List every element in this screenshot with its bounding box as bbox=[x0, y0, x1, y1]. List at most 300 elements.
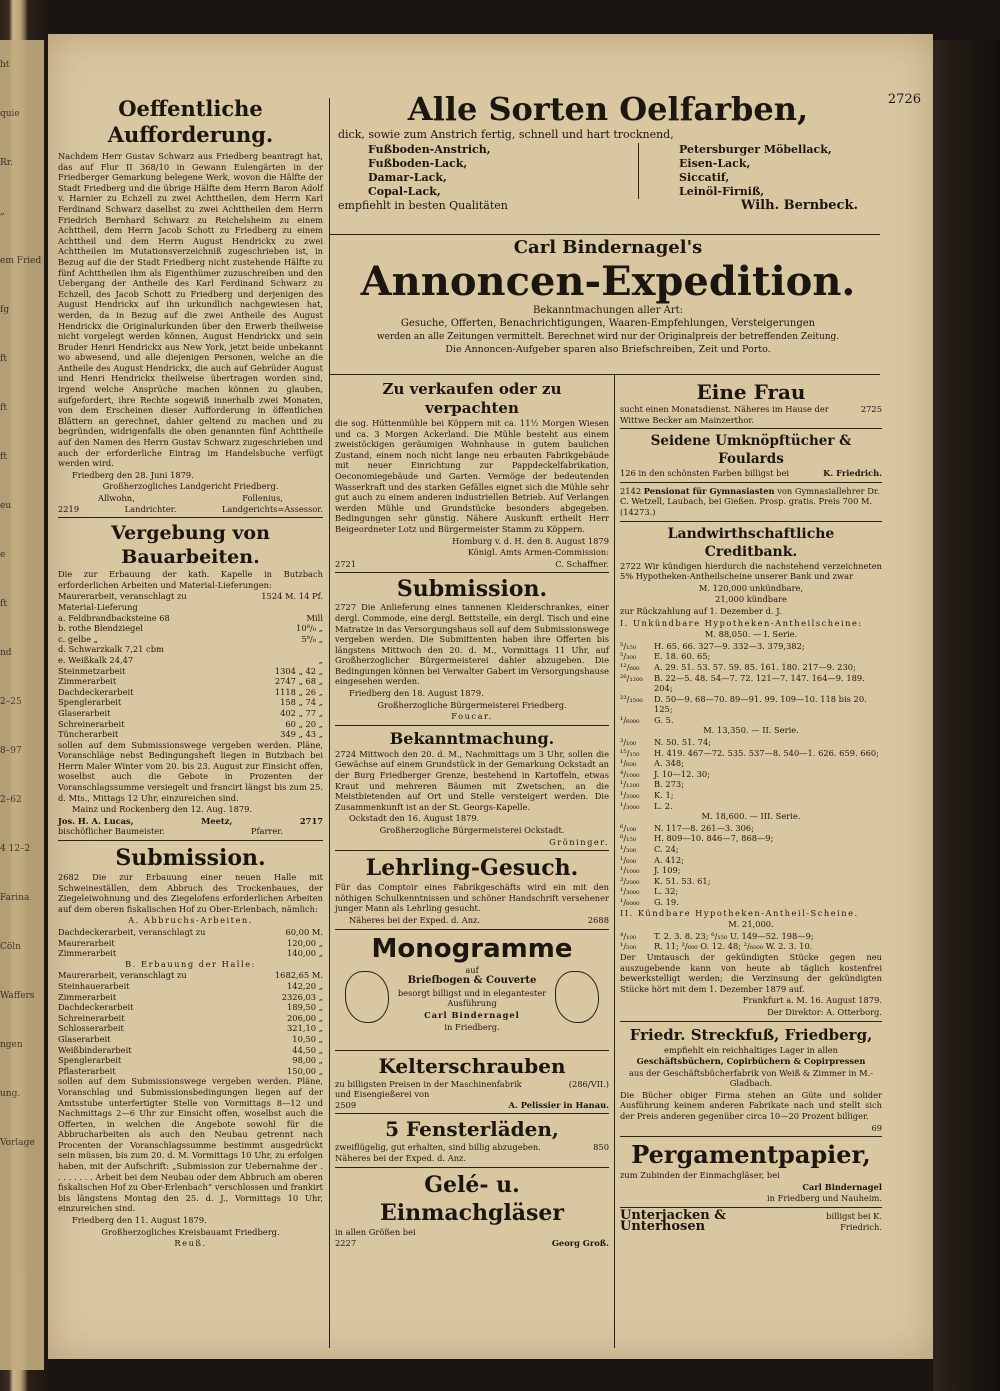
row-value: 1682,65 M. bbox=[274, 970, 323, 981]
row-label: ¹/₆₀₀ bbox=[620, 758, 637, 769]
list-row bbox=[58, 676, 323, 687]
row-label: Steinhauerarbeit bbox=[58, 980, 130, 991]
strip-fragment: „ bbox=[0, 207, 5, 217]
row-label: Schlosserarbeit bbox=[58, 1023, 124, 1034]
row-label: Zimmerarbeit bbox=[58, 676, 117, 687]
row-value: A. 29. 51. 53. 57. 59. 85. 161. 180. 217—9. 230; bbox=[654, 661, 856, 672]
row-value: R. 11; ²/₆₀₀ O. 12. 48; ²/₆₀₀₀ W. 2. 3. 10. bbox=[654, 941, 813, 952]
section-rule bbox=[330, 234, 880, 235]
strip-fragment: 4 12–2 bbox=[0, 844, 31, 854]
annoncen-ad bbox=[338, 237, 878, 357]
oelfarben-ad bbox=[338, 90, 878, 213]
row-label: ¹/₆₀₀ bbox=[620, 854, 637, 865]
list-row bbox=[58, 591, 323, 602]
submission-left-b-title: B. Erbauung der Halle: bbox=[125, 958, 256, 969]
oeffentliche-role2: Landgerichts=Assessor. bbox=[221, 503, 323, 514]
list-row bbox=[58, 1066, 323, 1077]
oelfarben-title: Alle Sorten Oelfarben, bbox=[407, 90, 809, 128]
list-row bbox=[620, 855, 882, 866]
frau-body: sucht einen Monatsdienst. Näheres im Hause der Wittwe Becker am Mainzerthor. bbox=[620, 404, 829, 425]
list-row bbox=[620, 823, 882, 834]
monogramme-body: besorgt billigst und in elegantester Ausführung bbox=[397, 987, 547, 1009]
list-row bbox=[58, 1023, 323, 1034]
credit-due: zur Rückzahlung auf 1. Dezember d. J. bbox=[620, 605, 782, 616]
strip-fragment: ft bbox=[0, 599, 7, 609]
row-value: 142,20 „ bbox=[287, 980, 323, 991]
row-value: L. 2. bbox=[654, 800, 673, 811]
row-value: 2747 „ 68 „ bbox=[274, 676, 323, 687]
list-item: Siccatif, bbox=[679, 171, 730, 184]
row-label: ¹/₃₀₀₀ bbox=[620, 800, 640, 811]
row-value: L. 32; bbox=[654, 886, 679, 897]
list-row bbox=[620, 715, 882, 726]
lehrling-num: 2688 bbox=[587, 914, 609, 925]
row-label: Glaserarbeit bbox=[58, 707, 111, 718]
umknoepf-body: in den schönsten Farben billigst bei bbox=[638, 468, 790, 479]
list-row bbox=[58, 938, 323, 949]
strip-fragment: nd bbox=[0, 648, 12, 658]
strip-fragment: Vorlage bbox=[0, 1138, 35, 1148]
pensionat-body: von Gymnasiallehrer Dr. C. Wetzell, Laubach, bei Gießen. Prosp. gratis. Preis 700 M. bbox=[620, 485, 880, 507]
list-row bbox=[58, 602, 323, 613]
credit-series-1 bbox=[620, 641, 882, 726]
credit-s1-title: I. Unkündbare Hypotheken-Antheilscheine: bbox=[620, 617, 863, 628]
credit-s1-sum: M. 88,050. — I. Serie. bbox=[704, 629, 798, 640]
unterjacken-body: billigst bei K. Friedrich. bbox=[826, 1211, 882, 1232]
list-row bbox=[620, 673, 882, 694]
row-value: B. 273; bbox=[654, 779, 685, 790]
vergebung-intro: Die zur Erbauung der kath. Kapelle in Butzbach erforderlichen Arbeiten und Material-Lieferungen: bbox=[58, 569, 323, 590]
pensionat-title: Pensionat für Gymnasiasten bbox=[643, 485, 775, 496]
list-row bbox=[620, 886, 882, 897]
row-label: ¹/₁₂₀₀ bbox=[620, 779, 640, 790]
section-rule bbox=[330, 374, 880, 375]
submission-mid-date: Friedberg den 18. August 1879. bbox=[349, 688, 484, 699]
previous-page-strip bbox=[0, 40, 44, 1370]
row-value: N. 117—8. 261—3. 306; bbox=[654, 822, 755, 833]
bekannt-date: Ockstadt den 16. August 1879. bbox=[349, 813, 480, 824]
row-label: ⁴/₁₀₀₀ bbox=[620, 768, 640, 779]
strip-fragment: ft bbox=[0, 452, 7, 462]
row-label: c. gelbe „ bbox=[58, 633, 98, 644]
credit-series-2 bbox=[620, 737, 882, 811]
row-value: 349 „ 43 „ bbox=[280, 729, 323, 740]
list-row bbox=[58, 1045, 323, 1056]
credit-num: 2722 bbox=[620, 560, 642, 571]
vergebung-sig2: Meetz, bbox=[201, 815, 233, 826]
list-row bbox=[620, 801, 882, 812]
pergament-place: in Friedberg und Nauheim. bbox=[767, 1193, 882, 1204]
monogramme-auf: auf bbox=[465, 964, 479, 975]
annoncen-l4: Die Annoncen-Aufgeber sparen also Briefschreiben, Zeit und Porto. bbox=[445, 344, 771, 355]
strip-fragment: e bbox=[0, 550, 6, 560]
row-value: 1304 „ 42 „ bbox=[274, 665, 323, 676]
monogramme-firm: Carl Bindernagel bbox=[424, 1009, 520, 1020]
strip-fragment: quie bbox=[0, 109, 20, 119]
verkaufen-date: Homburg v. d. H. den 8. August 1879 bbox=[452, 535, 609, 546]
oeffentliche-sig1: Allwohn, bbox=[98, 493, 135, 503]
row-label: e. Weißkalk 24,47 bbox=[58, 654, 134, 665]
row-value: C. 24; bbox=[654, 844, 679, 854]
list-row bbox=[58, 927, 323, 938]
row-label: ¹⁵/₁₅₀ bbox=[620, 747, 640, 758]
strip-fragment: eu bbox=[0, 501, 12, 511]
strip-fragment: ht bbox=[0, 60, 10, 70]
oelfarben-right-list bbox=[638, 143, 832, 199]
kelter-code: (286/VII.) bbox=[568, 1078, 609, 1089]
vergebung-title: Vergebung von Bauarbeiten. bbox=[111, 522, 270, 569]
bekannt-num: 2724 bbox=[335, 748, 357, 759]
left-column bbox=[58, 96, 323, 1250]
monogramme-place: in Friedberg. bbox=[444, 1021, 500, 1032]
vergebung-num: 2717 bbox=[299, 815, 323, 826]
oelfarben-seller: Wilh. Bernbeck. bbox=[740, 198, 858, 213]
row-value: 44,50 „ bbox=[292, 1044, 323, 1055]
fenster-title: 5 Fensterläden, bbox=[385, 1117, 559, 1142]
streckfuss-l2: Geschäftsbüchern, Copirbüchern & Copirpressen bbox=[636, 1056, 866, 1067]
streckfuss-l3: aus der Geschäftsbücherfabrik von Weiß & Zimmer in M.-Gladbach. bbox=[628, 1067, 874, 1089]
submission-left-office: Großherzogliches Kreisbauamt Friedberg. bbox=[101, 1226, 280, 1237]
annoncen-l2: Gesuche, Offerten, Benachrichtigungen, Waaren-Empfehlungen, Versteigerungen bbox=[400, 318, 816, 329]
row-label: a. Feldbrandbacksteine 68 bbox=[58, 612, 170, 623]
list-row bbox=[620, 662, 882, 673]
vergebung-items bbox=[58, 591, 323, 739]
lehrling-body: Für das Comptoir eines Fabrikgeschäfts wird ein mit den nöthigen Schulkenntnissen und schöner Handschrift versehener junger Mann als Lehrling gesucht. bbox=[335, 882, 609, 914]
kelter-firm: A. Pelissier in Hanau. bbox=[508, 1099, 609, 1110]
row-value: G. 19. bbox=[654, 896, 679, 907]
submission-left-sig: Reuß. bbox=[174, 1238, 207, 1249]
row-value: 5⁸/₀ „ bbox=[301, 633, 323, 644]
umknoepf-num: 126 bbox=[620, 468, 636, 479]
row-value: 321,10 „ bbox=[287, 1023, 323, 1034]
kelter-title: Kelterschrauben bbox=[378, 1053, 566, 1078]
list-item: Damar-Lack, bbox=[368, 171, 447, 184]
list-item: Petersburger Möbellack, bbox=[679, 143, 832, 156]
row-label: ⁵/₁₅₀ bbox=[620, 640, 637, 651]
frau-num: 2725 bbox=[860, 404, 882, 414]
list-row bbox=[58, 1034, 323, 1045]
row-label: Glaserarbeit bbox=[58, 1033, 111, 1044]
row-value: J. 10—12. 30; bbox=[654, 768, 710, 779]
list-row bbox=[620, 779, 882, 790]
list-row bbox=[58, 719, 323, 730]
monogramme-items: Briefbogen & Couverte bbox=[407, 975, 537, 987]
row-label: ¹/₂₀₀₀ bbox=[620, 790, 640, 801]
credit-sum1: M. 120,000 unkündbare, bbox=[698, 582, 804, 593]
list-item: Fußboden-Anstrich, bbox=[368, 143, 491, 156]
pergament-firm: Carl Bindernagel bbox=[802, 1181, 882, 1192]
list-row bbox=[620, 737, 882, 748]
strip-fragment: ft bbox=[0, 354, 7, 364]
pensionat-code: (14273.) bbox=[620, 506, 656, 517]
row-label: Tüncherarbeit bbox=[58, 729, 119, 740]
list-row bbox=[620, 931, 882, 942]
kelter-num: 2509 bbox=[335, 1099, 357, 1110]
verkaufen-title: Zu verkaufen oder zu verpachten bbox=[382, 380, 562, 417]
oeffentliche-sig2: Follenius, bbox=[242, 493, 283, 503]
oeffentliche-role1: Landrichter. bbox=[124, 503, 177, 514]
submission-left-date: Friedberg den 11. August 1879. bbox=[72, 1215, 207, 1226]
row-label: Schreinerarbeit bbox=[58, 718, 125, 729]
annoncen-l1: Bekanntmachungen aller Art: bbox=[532, 305, 684, 316]
list-item: Eisen-Lack, bbox=[679, 157, 751, 170]
list-row bbox=[620, 876, 882, 887]
row-label: ¹/₆₀₀₀ bbox=[620, 896, 640, 907]
row-value: E. 18. 60. 65; bbox=[654, 651, 711, 662]
row-label: ⁶/₁₅₀ bbox=[620, 833, 637, 844]
list-row bbox=[58, 613, 323, 624]
submission-mid-title: Submission. bbox=[396, 576, 548, 603]
row-value: D. 50—9. 68—70. 89—91. 99. 109—10. 118 bis 20. 125; bbox=[654, 693, 867, 715]
umknoepf-title: Seidene Umknöpftücher & Foulards bbox=[650, 433, 852, 468]
list-item: Copal-Lack, bbox=[368, 185, 441, 198]
lehrling-title: Lehrling-Gesuch. bbox=[365, 855, 579, 882]
strip-fragment: fg bbox=[0, 305, 10, 315]
pergament-l1: zum Zubinden der Einmachgläser, bei bbox=[620, 1170, 780, 1181]
strip-fragment: ngen bbox=[0, 1040, 23, 1050]
unterjacken-title: Unterjacken & Unterhosen bbox=[620, 1208, 726, 1234]
row-value: 140,00 „ bbox=[287, 948, 323, 959]
glaeser-body: in allen Größen bei bbox=[335, 1226, 416, 1237]
row-label: ¹/₆₀₀₀ bbox=[620, 714, 640, 725]
row-value: T. 2. 3. 8. 23; ⁶/₁₅₀ U. 149—52. 198—9; bbox=[654, 930, 814, 941]
list-row bbox=[58, 981, 323, 992]
annoncen-title: Annoncen-Expedition. bbox=[360, 258, 856, 305]
book-edge bbox=[933, 40, 1000, 1391]
list-row bbox=[58, 666, 323, 677]
row-value: 1524 M. 14 Pf. bbox=[261, 591, 323, 602]
row-label: ¹/₅₀₀ bbox=[620, 941, 637, 952]
row-value: 150,00 „ bbox=[287, 1065, 323, 1076]
row-value: 1118 „ 26 „ bbox=[274, 686, 323, 697]
row-value: 2326,03 „ bbox=[281, 991, 323, 1002]
row-value: 402 „ 77 „ bbox=[280, 707, 323, 718]
row-label: ⁶/₁₀₀ bbox=[620, 822, 637, 833]
strip-fragment: Waffers bbox=[0, 991, 35, 1001]
submission-left-num: 2682 bbox=[58, 872, 80, 883]
list-row bbox=[58, 655, 323, 666]
strip-fragment: Cöln bbox=[0, 942, 21, 952]
row-value: N. 50. 51. 74; bbox=[654, 737, 712, 748]
list-row bbox=[620, 641, 882, 652]
annoncen-l3: werden an alle Zeitungen vermittelt. Berechnet wird nur der Originalpreis der betreffenden Zeitung. bbox=[376, 332, 840, 342]
list-row bbox=[58, 634, 323, 645]
row-label: Steinmetzarbeit bbox=[58, 665, 126, 676]
submission-left-a-items bbox=[58, 927, 323, 959]
row-value: 120,00 „ bbox=[287, 937, 323, 948]
verkaufen-office: Königl. Amts Armen-Commission: bbox=[467, 547, 609, 558]
list-row bbox=[620, 865, 882, 876]
credit-s2-sum: M. 13,350. — II. Serie. bbox=[703, 725, 799, 736]
monogram-ornament-right bbox=[555, 971, 599, 1023]
list-row bbox=[58, 992, 323, 1003]
row-label: ¹/₃₀₀ bbox=[620, 844, 637, 854]
verkaufen-num: 2721 bbox=[335, 558, 357, 569]
list-row bbox=[620, 758, 882, 769]
row-label: Maurerarbeit, veranschlagt zu bbox=[58, 970, 187, 981]
row-value: „ bbox=[318, 654, 323, 665]
strip-fragment: 8–97 bbox=[0, 746, 22, 756]
submission-mid-num: 2727 bbox=[335, 602, 357, 613]
row-label: Material-Lieferung bbox=[58, 601, 138, 612]
vergebung-sig1: Jos. H. A. Lucas, bbox=[58, 815, 134, 826]
submission-mid-body: Die Anlieferung eines tannenen Kleiderschrankes, einer dergl. Commode, eine dergl. Bettstelle, ein dergl. Tisch und eine Matratze in das Versorgungshaus soll auf dem Submissionswege vergeben werden. Die Submittenten haben ihre Offerten bis längstens Mittwoch den 20. d. M., Vormittags 11 Uhr, auf Großherzoglicher Bürgermeisterei dahier abzugeben. Die Bedingungen können bei Verwalter Gabert im Versorgungshause eingesehen werden. bbox=[335, 602, 609, 687]
strip-fragment: 2–62 bbox=[0, 795, 22, 805]
strip-fragment: ung. bbox=[0, 1089, 21, 1099]
submission-left-b-items bbox=[58, 970, 323, 1076]
monogramme-title: Monogramme bbox=[371, 933, 573, 964]
row-value: A. 348; bbox=[654, 758, 684, 769]
streckfuss-body: Die Bücher obiger Firma stehen an Güte und solider Ausführung keinem anderen Fabrikate nach und stellt sich der Preis anderen gegenüber circa 10—20 Prozent billiger. bbox=[620, 1089, 882, 1122]
submission-left-intro: Die zur Erbauung einer neuen Halle mit Schweineställen, dem Abbruch des Trockenbaues, der Ziegeleiwohnung und des Ziegelofens erforderlichen Arbeiten auf dem oberen fiskalischen Hof zu Ober-Erlenbach, nämlich: bbox=[58, 872, 324, 914]
vergebung-role2: Pfarrer. bbox=[250, 826, 283, 837]
credit-s4-title: II. Kündbare Hypotheken-Antheil-Scheine. bbox=[620, 907, 859, 918]
oeffentliche-num: 2219 bbox=[58, 503, 80, 514]
bekannt-office: Großherzogliche Bürgermeisterei Ockstadt. bbox=[379, 825, 565, 835]
oeffentliche-title: Oeffentliche Aufforderung. bbox=[107, 96, 274, 147]
verkaufen-sig: C. Schaffner. bbox=[555, 558, 609, 569]
row-value: 158 „ 74 „ bbox=[280, 697, 323, 708]
strip-fragment: ft bbox=[0, 403, 7, 413]
oelfarben-foot: empfiehlt in besten Qualitäten bbox=[338, 199, 508, 212]
row-label: Spenglerarbeit bbox=[58, 1055, 122, 1066]
row-label: Dachdeckerarbeit bbox=[58, 686, 134, 697]
list-row bbox=[58, 708, 323, 719]
middle-column bbox=[335, 380, 609, 1249]
credit-title: Landwirthschaftliche Creditbank. bbox=[667, 525, 835, 560]
row-value: H. 419. 467—72. 535. 537—8. 540—1. 626. 659. 660; bbox=[654, 747, 879, 758]
row-value: Mill bbox=[306, 612, 323, 623]
fenster-num: 850 bbox=[593, 1142, 609, 1153]
row-label: ²³/₁₅₀₀ bbox=[620, 693, 643, 704]
list-row bbox=[58, 970, 323, 981]
kelter-body: zu billigsten Preisen in der Maschinenfabrik und Eisengießerei von bbox=[335, 1078, 522, 1100]
list-row bbox=[58, 687, 323, 698]
credit-s3-sum: M. 18,600. — III. Serie. bbox=[701, 811, 801, 822]
oeffentliche-body: Nachdem Herr Gustav Schwarz aus Friedberg beantragt hat, das auf Flur II 368/10 in Gewann Eulengärten in der Friedberger Gemarkung belegene Werk, wovon die Hälfte der Stadt Friedberg und die übrige Hälfte dem Herrn Baron Adolf v. Harnier zu Echzell zu zwei Achttheilen, dem Herrn Karl Ferdinand Schwarz daselbst zu zwei Achttheilen dem Herrn Friedrich Bernhard Schwarz zu Reichelsheim zu einem Achttheil, dem Herrn Jacob Schott zu Friedberg zu einem Achttheil und dem Herrn August Hendrickx zu zwei Achttheilen im Mutationsverzeichniß zugeschrieben ist, in Bezug auf die der Stadt Friedberg nicht zustehende Hälfte zu fünf Achttheilen ihm als Eigenthümer zuzuschreiben und den Uebergang der Antheile des Karl Ferdinand Schwarz zu Echzell, des Jacob Schott zu Friedberg und derjenigen des August Hendrickx auf ihn urkundlich nachgewiesen hat, werden, da in Bezug auf die zwei Antheile des August Hendrickx die Originalurkunden über den Erwerb theilweise nicht vorgelegt werden können, August Hendrickx und sein Bruder Henri Hendrickx aus New York, jetzt beide unbekannt wo abwesend, und alle diejenigen Personen, welche an die Antheile des August Hendrickx, die auch auf Gebrüder August und Henri Hendrickx theilweise übertragen worden sind, irgend welche Ansprüche machen können zu glauben, aufgefordert, ihre Rechte sogewiß innerhalb zwei Monaten, von dem Erscheinen dieser Aufforderung in öffentlichen Blättern an gerechnet, dahier geltend zu machen und zu begründen, widrigenfalls die oben genannten fünf Achttheile auf den Namen des Herrn Gustav Schwarz zugeschrieben und auch der erforderliche Eintrag im Handelsbuche verfügt werden wird. bbox=[58, 151, 323, 469]
row-value: 10,50 „ bbox=[292, 1033, 323, 1044]
glaeser-title: Gelé- u. Einmachgläser bbox=[379, 1171, 564, 1226]
row-label: ²⁶/₁₂₀₀ bbox=[620, 672, 643, 683]
row-label: Maurerarbeit, veranschlagt zu bbox=[58, 591, 187, 602]
list-row bbox=[58, 948, 323, 959]
list-row bbox=[620, 651, 882, 662]
list-row bbox=[620, 790, 882, 801]
row-label: Weißbinderarbeit bbox=[58, 1044, 132, 1055]
row-label: ⁵/₃₀₀ bbox=[620, 651, 637, 662]
submission-mid-office: Großherzogliche Bürgermeisterei Friedberg. bbox=[377, 699, 567, 710]
row-label: Schreinerarbeit bbox=[58, 1012, 125, 1023]
newspaper-page bbox=[48, 34, 933, 1359]
row-label: Zimmerarbeit bbox=[58, 948, 117, 959]
row-value: 189,50 „ bbox=[287, 1002, 323, 1013]
list-row bbox=[58, 1002, 323, 1013]
list-row bbox=[58, 1055, 323, 1066]
row-value: H. 809—10. 846—7, 868—9; bbox=[654, 833, 774, 844]
row-label: Dachdeckerarbeit bbox=[58, 1002, 134, 1013]
vergebung-role1: bischöflicher Baumeister. bbox=[58, 826, 165, 837]
credit-s4-sum: M. 21,000. bbox=[728, 919, 774, 930]
list-row bbox=[58, 644, 323, 655]
strip-fragment: Rr. bbox=[0, 158, 13, 168]
page-number: 2726 bbox=[887, 92, 921, 107]
lehrling-foot: Näheres bei der Exped. d. Anz. bbox=[349, 914, 481, 925]
submission-left-title: Submission. bbox=[115, 845, 266, 872]
row-label: ¹/₃₀₀₀ bbox=[620, 886, 640, 897]
row-value: A. 412; bbox=[654, 854, 684, 865]
row-value: G. 5. bbox=[654, 714, 674, 725]
pensionat-num: 2142 bbox=[620, 485, 642, 496]
list-item: Fußboden-Lack, bbox=[368, 157, 468, 170]
oeffentliche-court: Großherzogliches Landgericht Friedberg. bbox=[102, 481, 279, 492]
credit-date: Frankfurt a. M. 16. August 1879. bbox=[742, 995, 882, 1006]
row-label: d. Schwarzkalk 7,21 cbm bbox=[58, 644, 164, 655]
streckfuss-title: Friedr. Streckfuß, Friedberg, bbox=[629, 1025, 873, 1044]
list-row bbox=[620, 941, 882, 952]
vergebung-date: Mainz und Rockenberg den 12. Aug. 1879. bbox=[72, 804, 253, 815]
list-row bbox=[620, 833, 882, 844]
verkaufen-body: die sog. Hüttenmühle bei Köppern mit ca. 11½ Morgen Wiesen und ca. 3 Morgen Ackerland. Die Mühle besteht aus einem zweistöckigen geräumigen Wohnhause in gutem baulichen Zustand, einem noch nicht lange neu erbauten Fabrikgebäude mit neuer Einrichtung zur Pappdeckelfabrikation, Oeconomiegebäude und Garten. Vermöge der bedeutenden Wasserkraft und des starken Gefälles eignet sich die Mühle sehr gut auch zu einem anderen industriellen Betrieb. Auf Verlangen werden Mühle und Grundstücke besonders abgegeben. Bedingungen sehr günstig. Nähere Auskunft ertheilt Herr Beigeordneter Lotz und Bürgermeister Stamm zu Köppern. bbox=[335, 418, 609, 534]
column-rule bbox=[614, 374, 615, 1348]
row-value: 60,00 M. bbox=[285, 927, 323, 937]
credit-series-4 bbox=[620, 931, 882, 952]
list-row bbox=[58, 1013, 323, 1024]
row-value: 98,00 „ bbox=[292, 1055, 323, 1066]
streckfuss-num: 69 bbox=[871, 1122, 882, 1133]
bekannt-title: Bekanntmachung. bbox=[389, 728, 555, 748]
list-item: Leinöl-Firniß, bbox=[679, 185, 765, 198]
row-label: Pflasterarbeit bbox=[58, 1065, 116, 1076]
glaeser-seller: Georg Groß. bbox=[551, 1238, 609, 1249]
row-label: ³/₁₀₀ bbox=[620, 737, 637, 748]
list-row bbox=[58, 729, 323, 740]
row-value: K. 1; bbox=[654, 790, 674, 801]
vergebung-body: sollen auf dem Submissionswege vergeben werden. Pläne, Voranschläge nebst Bedingungsheft liegen in Butzbach bei Herrn Maler Winter vom 20. bis 23. August zur Einsicht offen, woselbst auch die Gebote in Prozenten der Voranschlagssumme versiegelt und francirt längst bis zum 25. d. Mts., Mittags 12 Uhr, einzureichen sind. bbox=[58, 739, 323, 803]
row-value: B. 22—5. 48. 54—7. 72. 121—7. 147. 164—9. 189. 204; bbox=[654, 672, 865, 694]
bekannt-sig: Gröninger. bbox=[549, 836, 609, 847]
oelfarben-sub: dick, sowie zum Anstrich fertig, schnell und hart trocknend, bbox=[338, 128, 674, 141]
list-row bbox=[620, 897, 882, 908]
pergament-title: Pergamentpapier, bbox=[631, 1140, 871, 1170]
fenster-body: zweiflügelig, gut erhalten, sind billig abzugeben. Näheres bei der Exped. d. Anz. bbox=[335, 1142, 541, 1163]
row-label: ¹²/₆₀₀ bbox=[620, 661, 640, 672]
credit-body: Der Umtausch der gekündigten Stücke gegen neu auszugebende kann von heute ab täglich kostenfrei bewerkstelligt werden; die Verzinsung der gekündigten Stücke hört mit dem 1. Dezember 1879 auf. bbox=[620, 951, 882, 994]
glaeser-num: 2227 bbox=[335, 1238, 357, 1249]
row-value: J. 109; bbox=[654, 865, 681, 876]
credit-intro: Wir kündigen hierdurch die nachstehend verzeichneten 5% Hypotheken-Antheilscheine unserer Bank und zwar bbox=[620, 560, 883, 582]
frau-title: Eine Frau bbox=[696, 380, 806, 404]
list-row bbox=[620, 844, 882, 855]
row-value: H. 65. 66. 327—9. 332—3. 379,382; bbox=[654, 640, 805, 651]
list-row bbox=[620, 748, 882, 759]
row-label: ³/₂₀₀₀ bbox=[620, 875, 640, 886]
column-rule bbox=[329, 98, 330, 1348]
strip-fragment: Farina bbox=[0, 893, 30, 903]
right-column bbox=[620, 380, 882, 1232]
monogram-ornament-left bbox=[345, 971, 389, 1023]
row-label: b. rothe Blendziegel bbox=[58, 623, 143, 634]
strip-fragment: 2–25 bbox=[0, 697, 22, 707]
row-value: 10⁸/₀ „ bbox=[296, 623, 323, 634]
bekannt-body: Mittwoch den 20. d. M., Nachmittags um 3 Uhr, sollen die Gewächse auf einem Grundstück in der Gemarkung Ockstadt an der Burg Friedberger Grenze, bestehend in Kartoffeln, etwas Kraut und mehreren Bäumen mit Zwetschen, an die Meistbietenden auf Ort und Stelle versteigert werden. Die Zusammenkunft ist an der St. Georgs-Kapelle. bbox=[335, 748, 609, 812]
row-label: Spenglerarbeit bbox=[58, 697, 122, 708]
submission-left-a-title: A. Abbruchs-Arbeiten. bbox=[128, 915, 253, 926]
list-row bbox=[620, 694, 882, 715]
row-value: 60 „ 20 „ bbox=[285, 718, 323, 729]
row-value: 206,00 „ bbox=[287, 1012, 323, 1023]
row-label: Maurerarbeit bbox=[58, 937, 115, 948]
row-label: Dachdeckerarbeit, veranschlagt zu bbox=[58, 927, 206, 937]
